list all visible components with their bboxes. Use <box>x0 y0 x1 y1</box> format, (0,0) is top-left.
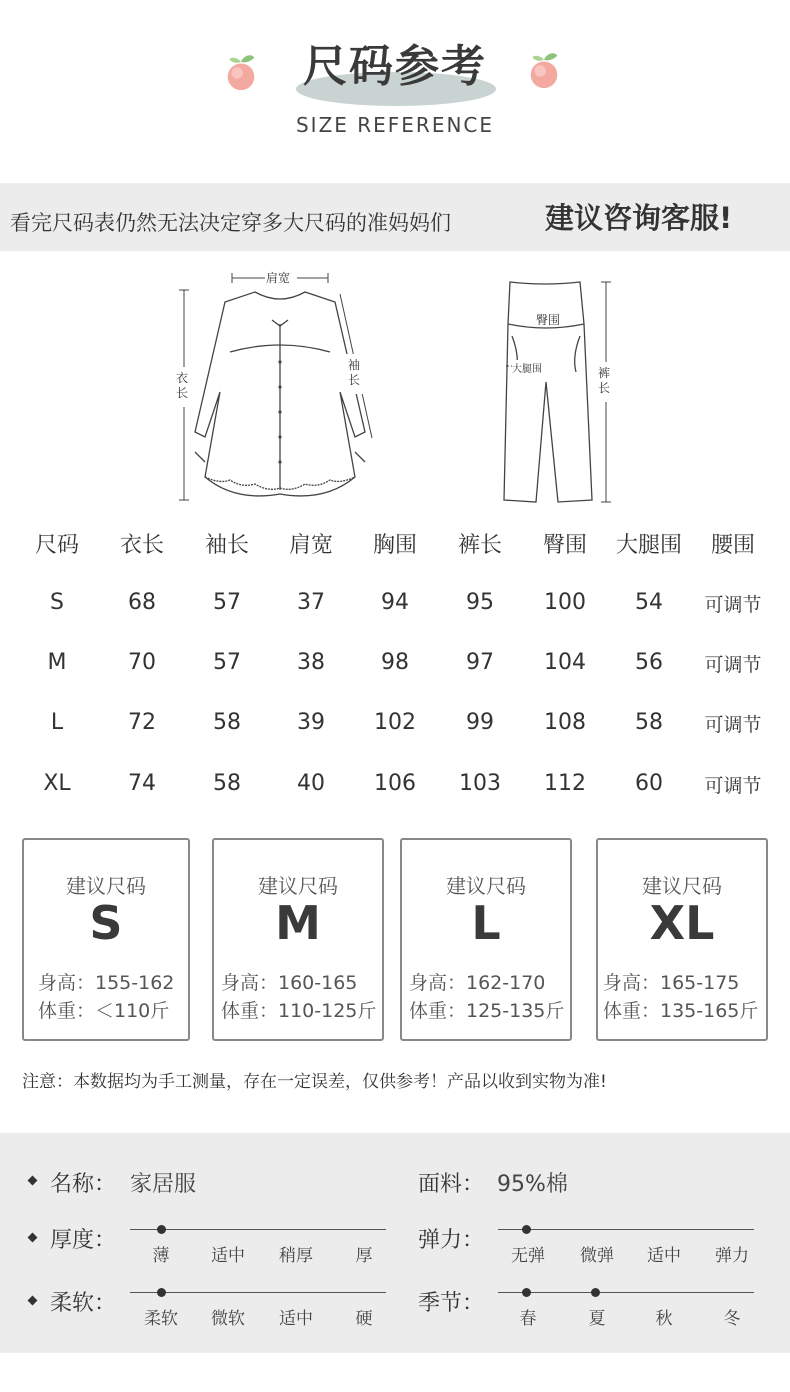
table-cell: 40 <box>297 771 325 796</box>
table-row <box>14 710 790 744</box>
card-height: 身高：162-170 <box>409 972 546 994</box>
season-option: 夏 <box>588 1309 606 1329</box>
table-cell: 99 <box>466 710 494 735</box>
table-cell: 102 <box>374 710 416 735</box>
table-cell: 98 <box>381 650 409 675</box>
table-cell: 39 <box>297 710 325 735</box>
card-height: 身高：165-175 <box>603 972 740 994</box>
table-cell: 94 <box>381 590 409 615</box>
table-header-cell: 臀围 <box>542 533 587 558</box>
name-label: 名称： <box>50 1172 117 1197</box>
elasticity-scale <box>498 1229 754 1230</box>
peach-icon <box>222 54 260 92</box>
table-cell: 38 <box>297 650 325 675</box>
table-header-cell: 肩宽 <box>288 533 333 558</box>
season-marker-summer <box>591 1288 600 1297</box>
name-value: 家居服 <box>130 1172 197 1197</box>
body-length-label: 衣长 <box>176 371 189 400</box>
table-cell: 103 <box>459 771 501 796</box>
softness-option: 硬 <box>355 1309 373 1329</box>
shoulder-label: 肩宽 <box>266 271 291 285</box>
thickness-option: 厚 <box>355 1246 373 1266</box>
softness-label: 柔软： <box>50 1291 117 1316</box>
table-cell: 可调节 <box>704 714 762 736</box>
thickness-option: 薄 <box>152 1246 170 1266</box>
sleeve-label: 袖长 <box>348 358 361 387</box>
table-header-cell: 袖长 <box>204 533 249 558</box>
thickness-option: 适中 <box>211 1246 245 1266</box>
table-cell: 57 <box>213 590 241 615</box>
table-cell: 57 <box>213 650 241 675</box>
season-label: 季节： <box>418 1291 485 1316</box>
card-size: M <box>275 896 321 950</box>
table-row <box>14 771 790 805</box>
softness-option: 柔软 <box>144 1309 178 1329</box>
table-cell: S <box>50 590 64 615</box>
table-cell: 112 <box>544 771 586 796</box>
pants-length-label: 裤长 <box>598 366 611 395</box>
table-cell: 97 <box>466 650 494 675</box>
elasticity-option: 适中 <box>647 1246 681 1266</box>
table-row <box>14 650 790 684</box>
table-header-row <box>14 528 790 562</box>
card-size: XL <box>649 896 715 950</box>
table-cell: 104 <box>544 650 586 675</box>
table-cell: 54 <box>635 590 663 615</box>
table-cell: 68 <box>128 590 156 615</box>
size-card-m <box>212 838 384 1041</box>
card-label: 建议尺码 <box>642 874 722 898</box>
page-subtitle: SIZE REFERENCE <box>295 113 495 137</box>
season-option: 秋 <box>655 1309 673 1329</box>
season-marker-spring <box>522 1288 531 1297</box>
table-cell: 可调节 <box>704 775 762 797</box>
size-card-xl <box>596 838 768 1041</box>
fabric-label: 面料： <box>418 1172 485 1197</box>
product-info-panel <box>0 1133 790 1353</box>
table-header-cell: 尺码 <box>34 533 79 558</box>
size-card-s <box>22 838 190 1041</box>
table-header-cell: 衣长 <box>119 533 164 558</box>
thickness-marker <box>157 1225 166 1234</box>
season-option: 春 <box>519 1309 537 1329</box>
card-size: S <box>89 896 123 950</box>
table-cell: 可调节 <box>704 594 762 616</box>
bullet-icon <box>28 1296 38 1306</box>
table-cell: 70 <box>128 650 156 675</box>
thigh-label: 大腿围 <box>512 360 542 375</box>
card-weight: 体重：110-125斤 <box>221 1000 377 1022</box>
elasticity-label: 弹力： <box>418 1228 485 1253</box>
hip-label: 臀围 <box>536 313 561 327</box>
card-height: 身高：160-165 <box>221 972 358 994</box>
card-weight: 体重：125-135斤 <box>409 1000 565 1022</box>
size-card-l <box>400 838 572 1041</box>
table-cell: 74 <box>128 771 156 796</box>
elasticity-option: 微弹 <box>580 1246 614 1266</box>
garment-illustration <box>160 262 630 512</box>
elasticity-option: 弹力 <box>715 1246 749 1266</box>
card-label: 建议尺码 <box>258 874 338 898</box>
table-cell: M <box>47 650 67 675</box>
softness-marker <box>157 1288 166 1297</box>
table-cell: 72 <box>128 710 156 735</box>
table-cell: 60 <box>635 771 663 796</box>
bullet-icon <box>28 1233 38 1243</box>
table-cell: 95 <box>466 590 494 615</box>
card-label: 建议尺码 <box>446 874 526 898</box>
card-weight: 体重：135-165斤 <box>603 1000 759 1022</box>
banner-text: 看完尺码表仍然无法决定穿多大尺码的准妈妈们 <box>10 211 451 235</box>
table-cell: 56 <box>635 650 663 675</box>
thickness-option: 稍厚 <box>279 1246 313 1266</box>
table-cell: 58 <box>635 710 663 735</box>
softness-option: 适中 <box>279 1309 313 1329</box>
table-cell: 108 <box>544 710 586 735</box>
banner-cta: 建议咨询客服! <box>545 201 733 235</box>
table-cell: XL <box>43 771 71 796</box>
table-cell: 可调节 <box>704 654 762 676</box>
softness-scale <box>130 1292 386 1293</box>
elasticity-marker <box>522 1225 531 1234</box>
table-cell: L <box>50 710 64 735</box>
softness-option: 微软 <box>211 1309 245 1329</box>
table-cell: 58 <box>213 771 241 796</box>
table-header-cell: 大腿围 <box>615 533 682 558</box>
page-title: 尺码参考 <box>303 41 487 92</box>
card-height: 身高：155-162 <box>38 972 175 994</box>
season-scale <box>498 1292 754 1293</box>
measurement-note: 注意：本数据均为手工测量，存在一定误差，仅供参考！产品以收到实物为准! <box>22 1072 607 1092</box>
thickness-label: 厚度： <box>50 1228 117 1253</box>
elasticity-option: 无弹 <box>511 1246 545 1266</box>
thickness-scale <box>130 1229 386 1230</box>
table-cell: 106 <box>374 771 416 796</box>
table-header-cell: 腰围 <box>710 533 755 558</box>
peach-icon <box>525 52 563 90</box>
fabric-value: 95%棉 <box>497 1172 568 1197</box>
bullet-icon <box>28 1176 38 1186</box>
table-cell: 58 <box>213 710 241 735</box>
table-header-cell: 胸围 <box>372 533 417 558</box>
card-label: 建议尺码 <box>66 874 146 898</box>
table-cell: 37 <box>297 590 325 615</box>
card-size: L <box>471 896 501 950</box>
season-option: 冬 <box>723 1309 741 1329</box>
table-header-cell: 裤长 <box>457 533 502 558</box>
table-cell: 100 <box>544 590 586 615</box>
card-weight: 体重：＜110斤 <box>38 1000 170 1022</box>
table-row <box>14 590 790 624</box>
